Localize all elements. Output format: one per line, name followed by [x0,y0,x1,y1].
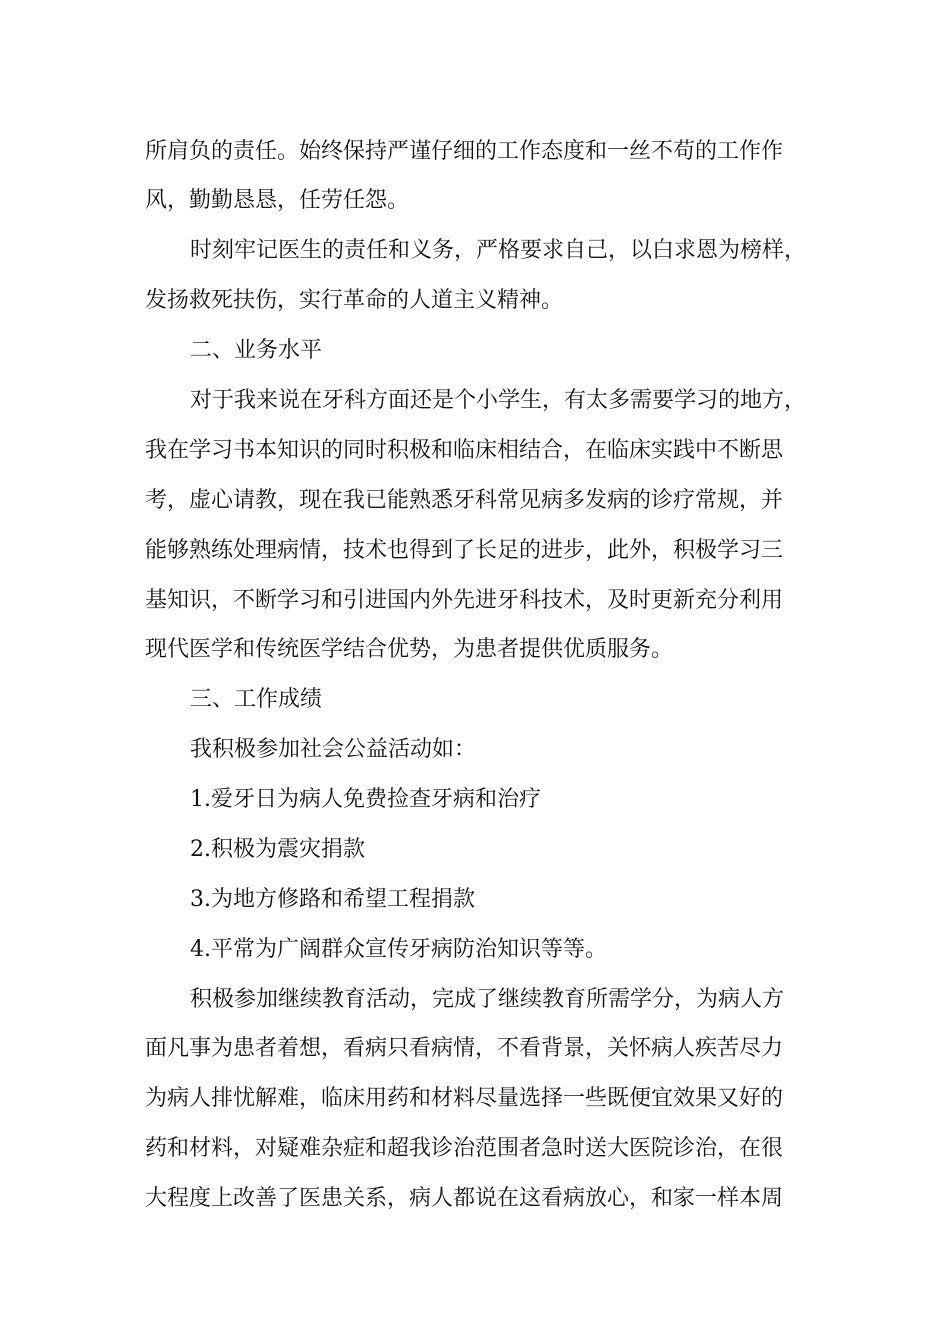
text-line: 为病人排忧解难，临床用药和材料尽量选择一些既便宜效果又好的 [145,1086,784,1111]
text-line: 所肩负的责任。始终保持严谨仔细的工作态度和一丝不苟的工作作 [145,139,784,164]
text-line: 能够熟练处理病情，技术也得到了长足的进步，此外，积极学习三 [145,538,784,563]
section-heading: 三、工作成绩 [190,687,323,712]
text-line: 基知识，不断学习和引进国内外先进牙科技术，及时更新充分利用 [145,588,784,613]
text-line: 面凡事为患者着想，看病只看病情，不看背景，关怀病人疾苦尽力 [145,1036,784,1061]
list-item: 2.积极为震灾捐款 [190,837,365,862]
text-line: 药和材料，对疑难杂症和超我诊治范围者急时送大医院诊治，在很 [145,1136,784,1161]
text-line: 大程度上改善了医患关系，病人都说在这看病放心，和家一样本周 [145,1186,784,1211]
section-heading: 二、业务水平 [190,338,323,363]
text-line: 风，勤勤恳恳，任劳任怨。 [145,188,410,213]
list-item: 3.为地方修路和希望工程捐款 [190,887,475,912]
text-line: 我积极参加社会公益活动如： [190,737,477,762]
list-item: 4.平常为广阔群众宣传牙病防治知识等等。 [190,937,607,962]
text-line: 现代医学和传统医学结合优势，为患者提供优质服务。 [145,637,674,662]
text-line: 发扬救死扶伤，实行革命的人道主义精神。 [145,288,564,313]
text-line: 时刻牢记医生的责任和义务，严格要求自己，以白求恩为榜样， [190,238,807,263]
list-item: 1.爱牙日为病人免费捡查牙病和治疗 [190,787,541,812]
text-line: 对于我来说在牙科方面还是个小学生，有太多需要学习的地方， [190,388,807,413]
text-line: 考，虚心请教，现在我已能熟悉牙科常见病多发病的诊疗常规，并 [145,488,784,513]
text-line: 积极参加继续教育活动，完成了继续教育所需学分，为病人方 [190,987,785,1012]
text-line: 我在学习书本知识的同时积极和临床相结合，在临床实践中不断思 [145,438,784,463]
